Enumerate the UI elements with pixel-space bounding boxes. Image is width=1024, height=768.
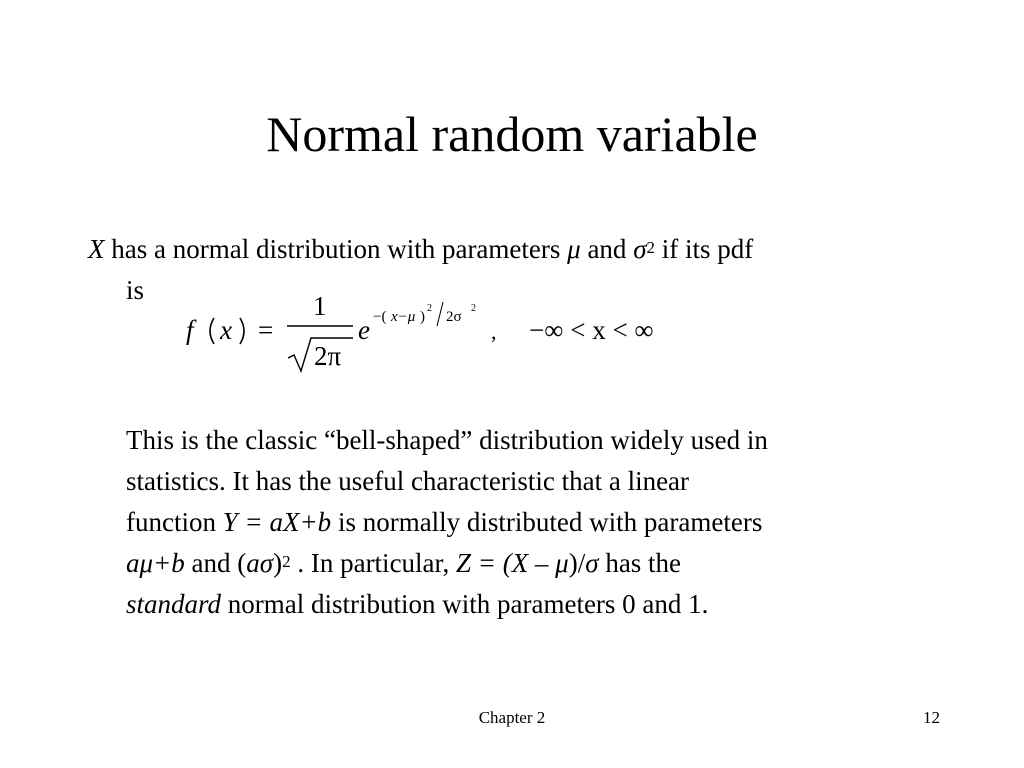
pdf-formula: [180, 288, 700, 378]
line4-sigma: σ: [585, 548, 599, 578]
line4-close: ): [273, 548, 283, 578]
open-paren: [210, 318, 214, 344]
description-line-1: This is the classic “bell-shaped” distribution widely used in: [126, 425, 768, 455]
formula-range: −∞ < x < ∞: [529, 315, 654, 345]
exponent-divisor: 2σ: [446, 309, 462, 325]
definition-text-c: is: [126, 275, 145, 305]
line4-text-b: . In particular,: [290, 548, 456, 578]
description-paragraph: [126, 420, 966, 625]
close-paren: [240, 318, 244, 344]
footer-chapter: Chapter 2: [478, 708, 546, 727]
page-number: 12: [923, 708, 940, 727]
exponent-square: 2: [427, 303, 432, 314]
formula-x: x: [220, 315, 232, 345]
mu-symbol: μ: [567, 234, 581, 264]
description-line-2: statistics. It has the useful characteristic that a linear: [126, 466, 690, 496]
formula-equals: =: [258, 315, 274, 345]
formula-denominator: 2π: [314, 341, 342, 371]
asigma-expr: aσ: [246, 548, 274, 578]
mean-expr: aμ+b: [126, 548, 185, 578]
description-line-5: [126, 584, 966, 625]
definition-and: and: [580, 234, 634, 264]
formula-f: f: [186, 315, 194, 345]
z-expr: Z = (: [455, 548, 512, 578]
linear-function-expr: Y = aX+b: [222, 507, 332, 537]
line4-slash: )/: [568, 548, 586, 578]
sigma-symbol: σ: [633, 234, 647, 264]
var-x: X: [88, 234, 105, 264]
formula-numerator: 1: [313, 291, 327, 321]
line4-text-c: has the: [598, 548, 682, 578]
description-line-3: [126, 502, 966, 543]
x-minus-mu-expr: X – μ: [511, 548, 569, 578]
exponent-close: ): [420, 309, 425, 325]
sigma-exponent: 2: [646, 238, 656, 257]
formula-e: e: [358, 315, 370, 345]
exponent-lead: −(: [373, 309, 387, 325]
exponent-divisor-square: 2: [471, 303, 476, 314]
line4-and: and (: [184, 548, 247, 578]
description-line-4: [126, 543, 966, 584]
definition-text-a: has a normal distribution with parameters: [104, 234, 568, 264]
line4-exponent: 2: [282, 552, 291, 571]
slide-title: Normal random variable: [266, 106, 758, 162]
line3-text-b: is normally distributed with parameters: [331, 507, 763, 537]
definition-text-b: if its pdf: [655, 234, 754, 264]
formula-comma: ,: [491, 319, 497, 344]
line5-rest: normal distribution with parameters 0 and 1.: [221, 589, 709, 619]
standard-word: standard: [126, 589, 222, 619]
exponent-slash: [437, 302, 443, 326]
line3-text-a: function: [126, 507, 223, 537]
exponent-x-minus-mu: x−μ: [391, 309, 416, 325]
